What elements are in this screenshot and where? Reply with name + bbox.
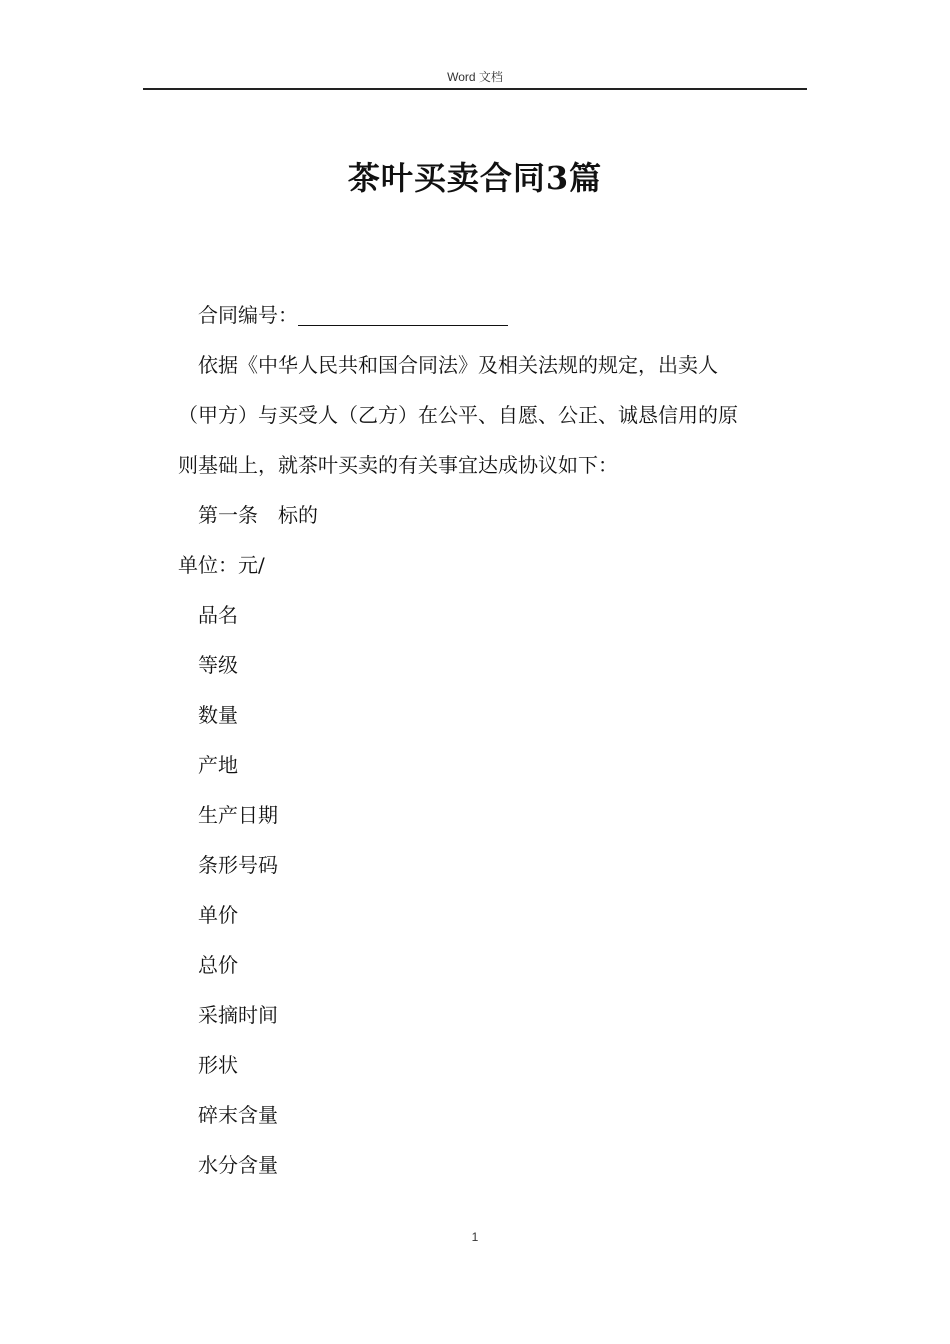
field-item: 生产日期: [198, 803, 278, 827]
document-body: [178, 290, 808, 1190]
document-title: 茶叶买卖合同3篇: [347, 159, 603, 197]
contract-number-label: 合同编号：: [198, 303, 298, 327]
field-item: 数量: [198, 703, 238, 727]
page-header: [143, 66, 807, 90]
contract-number-blank: [298, 303, 508, 326]
intro-line-2: （甲方）与买受人（乙方）在公平、自愿、公正、诚恳信用的原: [178, 403, 738, 427]
unit-line: 单位：元/: [178, 553, 265, 577]
field-item: 单价: [198, 903, 238, 927]
article-1-heading: 第一条 标的: [198, 503, 318, 527]
page-number: 1: [471, 1230, 479, 1244]
field-item: 等级: [198, 653, 238, 677]
field-item: 水分含量: [198, 1153, 278, 1177]
field-item: 品名: [198, 603, 238, 627]
contract-number-line: [178, 290, 808, 340]
field-item: 形状: [198, 1053, 238, 1077]
field-item: 采摘时间: [198, 1003, 278, 1027]
field-item: 总价: [198, 953, 238, 977]
intro-line-3: 则基础上，就茶叶买卖的有关事宜达成协议如下：: [178, 453, 618, 477]
intro-line-1: 依据《中华人民共和国合同法》及相关法规的规定，出卖人: [198, 353, 718, 377]
field-item: 条形号码: [198, 853, 278, 877]
field-item: 产地: [198, 753, 238, 777]
header-label: Word 文档: [447, 70, 503, 84]
field-item: 碎末含量: [198, 1103, 278, 1127]
